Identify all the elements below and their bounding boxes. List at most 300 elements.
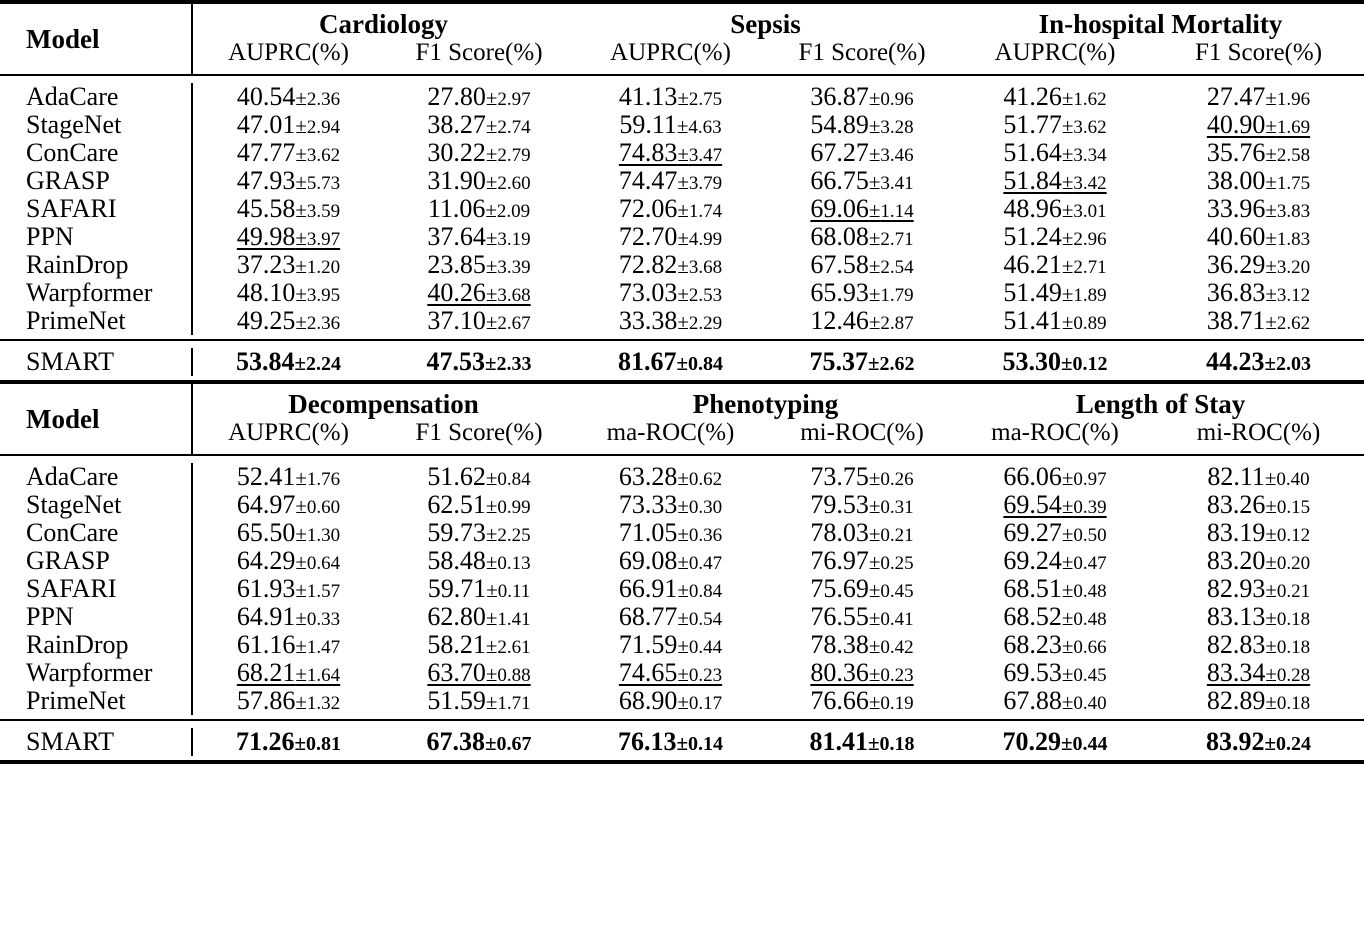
- metric-column-header: mi-ROC(%): [800, 419, 924, 446]
- metric-mean: 37.64: [427, 222, 486, 251]
- metric-mean: 57.86: [236, 686, 296, 715]
- plus-minus-sign: ±: [868, 226, 881, 250]
- plus-minus-sign: ±: [677, 198, 689, 222]
- metric-std: 1.62: [1073, 89, 1107, 110]
- metric-cell: [384, 111, 574, 139]
- metric-mean: 66.91: [618, 574, 678, 603]
- plus-minus-sign: ±: [677, 662, 689, 686]
- metric-mean: 40.60: [1206, 222, 1266, 251]
- plus-minus-sign: ±: [868, 494, 881, 518]
- metric-mean: 12.46: [810, 306, 869, 335]
- metric-mean: 37.23: [236, 250, 296, 279]
- metric-std: 2.71: [880, 229, 914, 250]
- metric-cell: [192, 547, 384, 575]
- metric-cell: [767, 659, 957, 687]
- table-row: [0, 223, 1364, 251]
- metric-mean: 66.75: [810, 166, 869, 195]
- metric-mean: 51.64: [1003, 138, 1062, 167]
- metric-std: 1.76: [306, 469, 341, 490]
- metric-std: 0.18: [1276, 693, 1311, 714]
- model-name-cell: SAFARI: [0, 575, 192, 603]
- metric-mean: 69.08: [618, 546, 678, 575]
- metric-std: 0.18: [1276, 609, 1311, 630]
- metric-std: 3.34: [1073, 145, 1107, 166]
- metric-std: 0.88: [497, 665, 531, 686]
- metric-cell: [574, 111, 767, 139]
- plus-minus-sign: ±: [485, 142, 498, 166]
- metric-std: 0.24: [1276, 733, 1312, 755]
- plus-minus-sign: ±: [1265, 494, 1277, 518]
- plus-minus-sign: ±: [1265, 114, 1277, 138]
- table-row-best: [0, 728, 1364, 756]
- metric-mean: 51.24: [1003, 222, 1062, 251]
- plus-minus-sign: ±: [294, 351, 307, 375]
- plus-minus-sign: ±: [485, 550, 498, 574]
- metric-cell: [957, 519, 1153, 547]
- metric-mean: 36.83: [1206, 278, 1266, 307]
- metric-cell: [384, 139, 574, 167]
- metric-cell: [574, 519, 767, 547]
- metric-mean: 67.38: [426, 727, 485, 756]
- dataset-group-header: Decompensation: [288, 389, 479, 419]
- metric-std: 0.47: [688, 553, 723, 574]
- metric-column-header: AUPRC(%): [228, 419, 349, 446]
- metric-cell: [1153, 603, 1364, 631]
- metric-std: 1.64: [306, 665, 341, 686]
- plus-minus-sign: ±: [1061, 662, 1074, 686]
- metric-mean: 35.76: [1206, 138, 1266, 167]
- metric-cell: [384, 491, 574, 519]
- plus-minus-sign: ±: [485, 634, 498, 658]
- metric-mean: 51.77: [1003, 110, 1062, 139]
- metric-mean: 36.87: [810, 82, 869, 111]
- plus-minus-sign: ±: [1061, 578, 1074, 602]
- plus-minus-sign: ±: [295, 282, 307, 306]
- metric-mean: 74.65: [618, 658, 678, 687]
- plus-minus-sign: ±: [484, 731, 497, 755]
- metric-cell: [767, 195, 957, 223]
- metric-cell: [1153, 463, 1364, 491]
- metric-cell: [384, 519, 574, 547]
- metric-std: 0.40: [1276, 469, 1310, 490]
- metric-mean: 63.70: [427, 658, 486, 687]
- metric-cell: [192, 348, 384, 376]
- metric-cell: [384, 728, 574, 756]
- metric-cell: [384, 631, 574, 659]
- metric-mean: 36.29: [1206, 250, 1266, 279]
- metric-std: 2.03: [1276, 353, 1312, 375]
- plus-minus-sign: ±: [295, 662, 307, 686]
- plus-minus-sign: ±: [485, 494, 498, 518]
- metric-std: 0.21: [1276, 581, 1311, 602]
- plus-minus-sign: ±: [677, 226, 689, 250]
- metric-mean: 49.98: [236, 222, 296, 251]
- metric-std: 1.83: [1276, 229, 1311, 250]
- metric-cell: [1153, 348, 1364, 376]
- plus-minus-sign: ±: [1060, 351, 1073, 375]
- metric-mean: 40.26: [427, 278, 486, 307]
- metric-std: 3.28: [880, 117, 914, 138]
- metric-cell: [384, 307, 574, 335]
- metric-mean: 72.70: [618, 222, 678, 251]
- metric-std: 0.64: [306, 553, 341, 574]
- metric-mean: 38.00: [1206, 166, 1266, 195]
- metric-cell: [1153, 519, 1364, 547]
- metric-std: 5.73: [306, 173, 341, 194]
- metric-cell: [384, 547, 574, 575]
- plus-minus-sign: ±: [677, 310, 689, 334]
- plus-minus-sign: ±: [295, 634, 307, 658]
- table-row: [0, 519, 1364, 547]
- metric-column-header: ma-ROC(%): [991, 419, 1119, 446]
- metric-mean: 46.21: [1003, 250, 1062, 279]
- metric-mean: 74.47: [618, 166, 678, 195]
- plus-minus-sign: ±: [1061, 606, 1074, 630]
- metric-mean: 53.30: [1002, 347, 1061, 376]
- plus-minus-sign: ±: [295, 310, 307, 334]
- metric-cell: [767, 348, 957, 376]
- metric-cell: [1153, 728, 1364, 756]
- metric-std: 3.79: [688, 173, 723, 194]
- metric-std: 0.13: [497, 553, 531, 574]
- plus-minus-sign: ±: [485, 662, 498, 686]
- metric-mean: 49.25: [236, 306, 296, 335]
- metric-std: 3.19: [497, 229, 531, 250]
- metric-std: 1.96: [1276, 89, 1311, 110]
- metric-cell: [574, 631, 767, 659]
- metric-cell: [957, 348, 1153, 376]
- metric-mean: 33.96: [1206, 194, 1266, 223]
- metric-mean: 83.13: [1206, 602, 1266, 631]
- plus-minus-sign: ±: [1264, 731, 1277, 755]
- metric-std: 0.39: [1073, 497, 1107, 518]
- plus-minus-sign: ±: [868, 522, 881, 546]
- plus-minus-sign: ±: [868, 282, 881, 306]
- model-name-cell: RainDrop: [0, 631, 192, 659]
- metric-cell: [1153, 491, 1364, 519]
- metric-std: 1.89: [1073, 285, 1107, 306]
- metric-std: 1.32: [306, 693, 341, 714]
- metric-mean: 81.67: [617, 347, 677, 376]
- metric-std: 0.97: [1073, 469, 1107, 490]
- metric-mean: 71.59: [618, 630, 678, 659]
- metric-std: 0.31: [880, 497, 914, 518]
- model-name-cell: SAFARI: [0, 195, 192, 223]
- metric-mean: 54.89: [810, 110, 869, 139]
- metric-cell: [1153, 111, 1364, 139]
- metric-mean: 58.48: [427, 546, 486, 575]
- metric-cell: [957, 575, 1153, 603]
- plus-minus-sign: ±: [677, 550, 689, 574]
- plus-minus-sign: ±: [677, 690, 689, 714]
- metric-cell: [384, 659, 574, 687]
- metric-std: 2.97: [497, 89, 531, 110]
- model-name-cell: GRASP: [0, 167, 192, 195]
- metric-cell: [384, 83, 574, 111]
- metric-cell: [1153, 279, 1364, 307]
- plus-minus-sign: ±: [676, 351, 689, 375]
- metric-std: 2.75: [688, 89, 723, 110]
- plus-minus-sign: ±: [1265, 662, 1277, 686]
- metric-cell: [384, 195, 574, 223]
- metric-column-header: F1 Score(%): [415, 419, 543, 446]
- metric-std: 3.83: [1276, 201, 1311, 222]
- metric-mean: 68.52: [1003, 602, 1062, 631]
- metric-header-row: [0, 39, 1364, 75]
- metric-std: 2.25: [497, 525, 531, 546]
- metric-mean: 64.97: [236, 490, 296, 519]
- plus-minus-sign: ±: [868, 634, 881, 658]
- metric-std: 3.12: [1276, 285, 1311, 306]
- metric-mean: 47.01: [236, 110, 296, 139]
- metric-mean: 67.88: [1003, 686, 1062, 715]
- plus-minus-sign: ±: [295, 254, 307, 278]
- model-name-cell: SMART: [0, 728, 192, 756]
- metric-cell: [574, 307, 767, 335]
- metric-std: 3.46: [880, 145, 914, 166]
- metric-mean: 59.71: [427, 574, 487, 603]
- metric-std: 2.61: [497, 637, 531, 658]
- metric-std: 0.21: [880, 525, 914, 546]
- metric-std: 0.48: [1073, 609, 1107, 630]
- metric-mean: 48.96: [1003, 194, 1062, 223]
- metric-cell: [767, 547, 957, 575]
- metric-cell: [1153, 139, 1364, 167]
- metric-mean: 69.54: [1003, 490, 1062, 519]
- metric-std: 3.97: [306, 229, 341, 250]
- metric-cell: [574, 659, 767, 687]
- metric-mean: 68.77: [618, 602, 678, 631]
- metric-mean: 82.93: [1206, 574, 1266, 603]
- metric-std: 2.54: [880, 257, 914, 278]
- metric-cell: [1153, 687, 1364, 715]
- metric-std: 0.54: [688, 609, 723, 630]
- metric-cell: [384, 223, 574, 251]
- plus-minus-sign: ±: [1061, 310, 1074, 334]
- metric-cell: [1153, 575, 1364, 603]
- metric-std: 1.57: [306, 581, 341, 602]
- metric-mean: 83.92: [1205, 727, 1265, 756]
- metric-cell: [1153, 167, 1364, 195]
- plus-minus-sign: ±: [484, 351, 497, 375]
- plus-minus-sign: ±: [867, 351, 880, 375]
- metric-mean: 82.89: [1206, 686, 1266, 715]
- metric-column-header: F1 Score(%): [798, 39, 926, 66]
- metric-mean: 53.84: [235, 347, 295, 376]
- metric-std: 3.01: [1073, 201, 1107, 222]
- metric-cell: [192, 195, 384, 223]
- plus-minus-sign: ±: [1265, 198, 1277, 222]
- metric-mean: 47.77: [236, 138, 296, 167]
- plus-minus-sign: ±: [1061, 198, 1074, 222]
- metric-std: 0.17: [688, 693, 723, 714]
- metric-std: 3.95: [306, 285, 341, 306]
- plus-minus-sign: ±: [485, 466, 498, 490]
- metric-cell: [1153, 223, 1364, 251]
- metric-cell: [1153, 251, 1364, 279]
- metric-cell: [574, 279, 767, 307]
- metric-cell: [767, 463, 957, 491]
- metric-mean: 40.54: [236, 82, 296, 111]
- plus-minus-sign: ±: [295, 466, 307, 490]
- table-row: [0, 463, 1364, 491]
- metric-mean: 38.71: [1206, 306, 1266, 335]
- metric-cell: [192, 463, 384, 491]
- metric-cell: [192, 687, 384, 715]
- plus-minus-sign: ±: [867, 731, 880, 755]
- model-name-cell: StageNet: [0, 111, 192, 139]
- metric-cell: [574, 139, 767, 167]
- metric-std: 0.84: [497, 469, 531, 490]
- metric-mean: 69.53: [1003, 658, 1062, 687]
- metric-mean: 72.82: [618, 250, 678, 279]
- metric-mean: 65.50: [236, 518, 296, 547]
- metric-std: 0.15: [1276, 497, 1311, 518]
- metric-mean: 80.36: [810, 658, 869, 687]
- metric-cell: [384, 251, 574, 279]
- plus-minus-sign: ±: [295, 142, 307, 166]
- metric-cell: [574, 575, 767, 603]
- metric-mean: 75.69: [810, 574, 869, 603]
- plus-minus-sign: ±: [677, 282, 689, 306]
- dataset-group-header: In-hospital Mortality: [1038, 9, 1283, 39]
- metric-cell: [767, 83, 957, 111]
- metric-cell: [767, 279, 957, 307]
- plus-minus-sign: ±: [1061, 226, 1074, 250]
- metric-cell: [574, 348, 767, 376]
- plus-minus-sign: ±: [868, 142, 881, 166]
- spacer-row: [0, 341, 1364, 348]
- model-column-header: Model: [0, 384, 192, 455]
- metric-mean: 73.33: [618, 490, 678, 519]
- metric-cell: [384, 463, 574, 491]
- model-name-cell: ConCare: [0, 519, 192, 547]
- metric-cell: [1153, 659, 1364, 687]
- plus-minus-sign: ±: [295, 198, 307, 222]
- metric-mean: 30.22: [427, 138, 486, 167]
- metric-cell: [957, 83, 1153, 111]
- plus-minus-sign: ±: [295, 494, 307, 518]
- metric-mean: 74.83: [618, 138, 678, 167]
- metric-mean: 59.73: [427, 518, 486, 547]
- metric-mean: 70.29: [1002, 727, 1061, 756]
- plus-minus-sign: ±: [295, 522, 307, 546]
- metric-cell: [957, 463, 1153, 491]
- metric-std: 2.71: [1073, 257, 1107, 278]
- metric-cell: [957, 111, 1153, 139]
- metric-std: 1.69: [1276, 117, 1311, 138]
- model-name-cell: RainDrop: [0, 251, 192, 279]
- metric-cell: [957, 491, 1153, 519]
- plus-minus-sign: ±: [676, 731, 689, 755]
- metric-cell: [192, 728, 384, 756]
- metric-cell: [957, 307, 1153, 335]
- plus-minus-sign: ±: [486, 578, 498, 602]
- plus-minus-sign: ±: [1265, 226, 1277, 250]
- metric-cell: [957, 631, 1153, 659]
- table-row: [0, 279, 1364, 307]
- metric-std: 0.47: [1073, 553, 1107, 574]
- metric-column-header: ma-ROC(%): [606, 419, 735, 446]
- plus-minus-sign: ±: [677, 142, 689, 166]
- plus-minus-sign: ±: [1061, 466, 1074, 490]
- plus-minus-sign: ±: [485, 254, 498, 278]
- spacer-row: [0, 721, 1364, 728]
- metric-mean: 41.26: [1003, 82, 1062, 111]
- metric-std: 4.63: [688, 117, 722, 138]
- metric-cell: [384, 575, 574, 603]
- model-name-cell: Warpformer: [0, 659, 192, 687]
- metric-mean: 59.11: [619, 110, 677, 139]
- metric-std: 0.30: [688, 497, 723, 518]
- metric-mean: 82.11: [1207, 462, 1265, 491]
- metric-mean: 75.37: [809, 347, 868, 376]
- metric-std: 0.26: [880, 469, 914, 490]
- metric-column-header: F1 Score(%): [415, 39, 543, 66]
- metric-column-header: AUPRC(%): [994, 39, 1116, 66]
- plus-minus-sign: ±: [868, 466, 881, 490]
- plus-minus-sign: ±: [868, 86, 881, 110]
- plus-minus-sign: ±: [1061, 282, 1074, 306]
- table-bottom-rule: [0, 762, 1364, 764]
- plus-minus-sign: ±: [485, 282, 498, 306]
- metric-mean: 83.20: [1206, 546, 1266, 575]
- metric-mean: 40.90: [1206, 110, 1266, 139]
- plus-minus-sign: ±: [295, 86, 307, 110]
- plus-minus-sign: ±: [1265, 254, 1277, 278]
- metric-std: 0.67: [496, 733, 532, 755]
- plus-minus-sign: ±: [485, 522, 498, 546]
- metric-std: 0.14: [688, 733, 724, 755]
- plus-minus-sign: ±: [295, 550, 307, 574]
- metric-cell: [767, 728, 957, 756]
- metric-std: 2.33: [496, 353, 532, 375]
- model-name-cell: PrimeNet: [0, 687, 192, 715]
- plus-minus-sign: ±: [1265, 170, 1277, 194]
- metric-cell: [957, 251, 1153, 279]
- table-row: [0, 631, 1364, 659]
- plus-minus-sign: ±: [1060, 731, 1073, 755]
- plus-minus-sign: ±: [677, 494, 689, 518]
- model-name-cell: AdaCare: [0, 83, 192, 111]
- table-row-best: [0, 348, 1364, 376]
- spacer-row: [0, 76, 1364, 83]
- metric-cell: [192, 111, 384, 139]
- metric-cell: [767, 167, 957, 195]
- metric-std: 0.96: [880, 89, 914, 110]
- metric-cell: [767, 687, 957, 715]
- plus-minus-sign: ±: [295, 606, 307, 630]
- dataset-group-header: Cardiology: [318, 9, 448, 39]
- metric-std: 0.66: [1073, 637, 1107, 658]
- metric-mean: 71.26: [235, 727, 295, 756]
- metric-std: 0.99: [497, 497, 531, 518]
- plus-minus-sign: ±: [1061, 634, 1074, 658]
- metric-cell: [574, 463, 767, 491]
- metric-std: 0.25: [880, 553, 914, 574]
- plus-minus-sign: ±: [677, 578, 689, 602]
- metric-column-header: F1 Score(%): [1194, 39, 1323, 66]
- metric-cell: [574, 167, 767, 195]
- metric-std: 0.23: [880, 665, 914, 686]
- metric-mean: 68.08: [810, 222, 869, 251]
- metric-std: 0.19: [880, 693, 914, 714]
- model-name-cell: GRASP: [0, 547, 192, 575]
- plus-minus-sign: ±: [868, 254, 881, 278]
- metric-std: 3.47: [688, 145, 723, 166]
- metric-mean: 63.28: [618, 462, 678, 491]
- metric-std: 0.44: [688, 637, 723, 658]
